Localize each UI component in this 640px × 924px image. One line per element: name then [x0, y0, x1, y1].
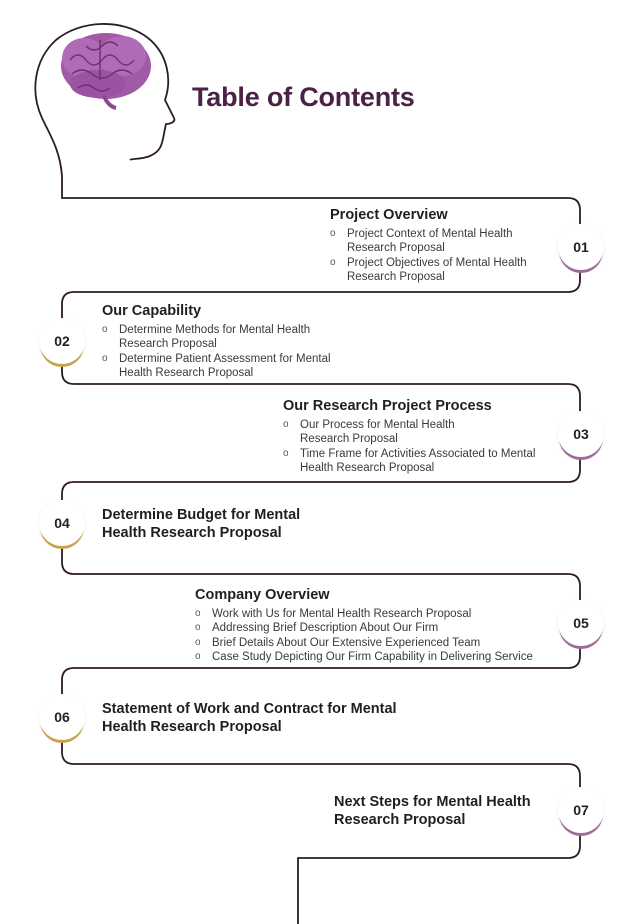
- section-heading: Project Overview: [330, 207, 448, 223]
- list-item: o Time Frame for Activities Associated to Mental Health Research Proposal: [283, 447, 558, 476]
- list-item: o Case Study Depicting Our Firm Capability in Delivering Service: [195, 650, 555, 664]
- section-02: [102, 302, 362, 380]
- section-heading: Our Capability: [102, 303, 202, 319]
- bullet-list: [283, 418, 558, 475]
- section-07: [334, 793, 554, 832]
- page-title: Table of Contents: [192, 82, 415, 112]
- section-heading: Determine Budget for Mental Health Research Proposal: [102, 507, 301, 541]
- section-number-badge: 03: [558, 411, 604, 457]
- list-item: o Project Objectives of Mental Health Research Proposal: [330, 256, 560, 285]
- section-heading: Statement of Work and Contract for Mental Health Research Proposal: [102, 701, 397, 735]
- list-item: o Brief Details About Our Extensive Experienced Team: [195, 636, 555, 650]
- section-number-badge: 04: [39, 500, 85, 546]
- section-heading: Company Overview: [195, 587, 330, 603]
- bullet-list: [102, 323, 362, 380]
- section-number-badge: 01: [558, 224, 604, 270]
- list-item: o Addressing Brief Description About Our Firm: [195, 621, 555, 635]
- section-heading: Our Research Project Process: [283, 398, 492, 414]
- section-05: [195, 586, 555, 664]
- brain-icon: [61, 33, 151, 108]
- list-item: o Our Process for Mental Health Research Proposal: [283, 418, 558, 447]
- section-04: [102, 506, 362, 545]
- section-01: [330, 206, 560, 284]
- bullet-list: [330, 227, 560, 284]
- section-number-badge: 06: [39, 694, 85, 740]
- section-06: [102, 700, 422, 739]
- section-03: [283, 397, 558, 475]
- section-heading: Next Steps for Mental Health Research Proposal: [334, 794, 531, 828]
- section-number-badge: 05: [558, 600, 604, 646]
- section-number-badge: 02: [39, 318, 85, 364]
- list-item: o Work with Us for Mental Health Research Proposal: [195, 607, 555, 621]
- list-item: o Determine Methods for Mental Health Research Proposal: [102, 323, 362, 352]
- bullet-list: [195, 607, 555, 664]
- list-item: o Determine Patient Assessment for Mental Health Research Proposal: [102, 352, 362, 381]
- list-item: o Project Context of Mental Health Research Proposal: [330, 227, 560, 256]
- section-number-badge: 07: [558, 787, 604, 833]
